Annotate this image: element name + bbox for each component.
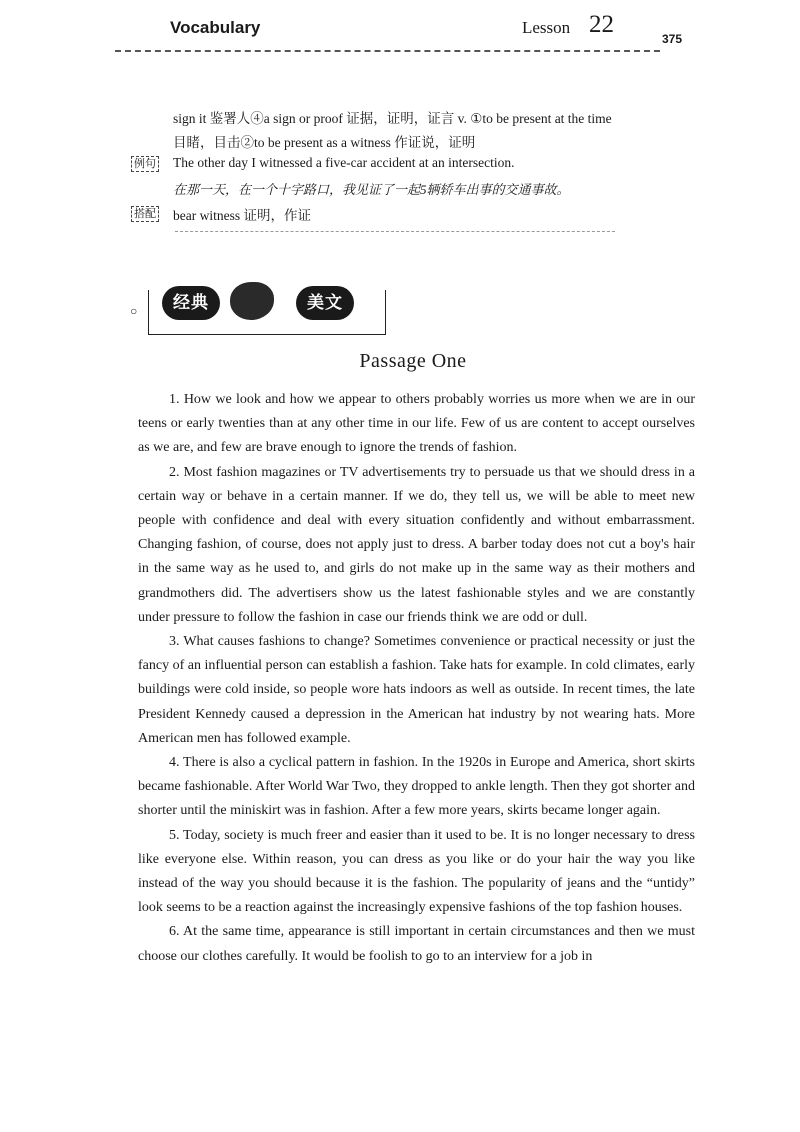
page-number: 375 — [662, 32, 683, 46]
paragraph-2: 2. Most fashion magazines or TV advertisements try to persuade us that we should dress in a certain way or behave in a certain manner. If we do, they tell us, we will be able to meet new people with confidence and deal with every situation confidently and without embarrassment. Changing fashion, of course, does not apply just to dress. A barber today does not cut a boy's hair in the same way as he used to, and girls do not make up in the same way as their mothers and grandmothers did. The advertisers show us the latest fashionable styles and we are constantly under pressure to follow the fashion in case our friends think we are odd or dull. — [138, 464, 695, 625]
paragraph-6: 6. At the same time, appearance is still important in certain circumstances and then we must choose our clothes carefully. It would be foolish to go to an interview for a job in — [138, 924, 695, 964]
example-sentence-en: The other day I witnessed a five-car accident at an intersection. — [173, 155, 515, 170]
paragraph-4: 4. There is also a cyclical pattern in fashion. In the 1920s in Europe and America, short skirts became fashionable. After World War Two, they dropped to ankle length. Then they got shorter and shorter until the miniskirt was in fashion. After a few more years, skirts became longer again. — [138, 755, 695, 819]
page-header — [0, 0, 800, 60]
paragraph-3: 3. What causes fashions to change? Sometimes convenience or practical necessity or just the fancy of an influential person can establish a fashion. Take hats for example. In cold climates, early buildings were cold inside, so people wore hats indoors as well as outside. In recent times, the late President Kennedy caused a depression in the American hat industry by not wearing hats. More American men has followed example. — [138, 634, 695, 746]
collocation-tag: 搭配 — [131, 206, 159, 222]
banner-label-right: 美文 — [296, 286, 354, 320]
vocab-divider — [175, 231, 615, 232]
example-tag: 例句 — [131, 156, 159, 172]
banner-label-left: 经典 — [162, 286, 220, 320]
section-title: Vocabulary — [170, 18, 261, 37]
lesson-number: 22 — [589, 11, 614, 38]
paragraph-5: 5. Today, society is much freer and easier than it used to be. It is no longer necessary to dress like everyone else. Within reason, you can dress as you like or do your hair the way you like instead of the way you should because it is the fashion. The popularity of jeans and the “untidy” look seems to be a reaction against the increasingly expensive fashions of the top fashion houses. — [138, 827, 695, 916]
definition-line-1: sign it 鉴署人④a sign or proof 证据，证明，证言 v. ①to be present at the time — [173, 111, 612, 126]
lesson-label: Lesson — [522, 18, 571, 37]
example-sentence-zh: 在那一天，在一个十字路口，我见证了一起5辆轿车出事的交通事故。 — [173, 182, 570, 197]
paragraph-1: 1. How we look and how we appear to others probably worries us more when we are in our teens or early twenties than at any other time in our life. Few of us are content to accept ourselves as we are, and few are brave enough to ignore the trends of fashion. — [138, 392, 695, 456]
header-divider — [115, 50, 660, 52]
section-banner — [128, 282, 388, 337]
passage-body — [138, 388, 695, 969]
collocation-text: bear witness 证明，作证 — [173, 208, 311, 223]
passage-title: Passage One — [359, 350, 467, 372]
banner-dot-left: ○ — [130, 304, 138, 318]
definition-line-2: 目睹，目击②to be present as a witness 作证说，证明 — [173, 135, 476, 150]
